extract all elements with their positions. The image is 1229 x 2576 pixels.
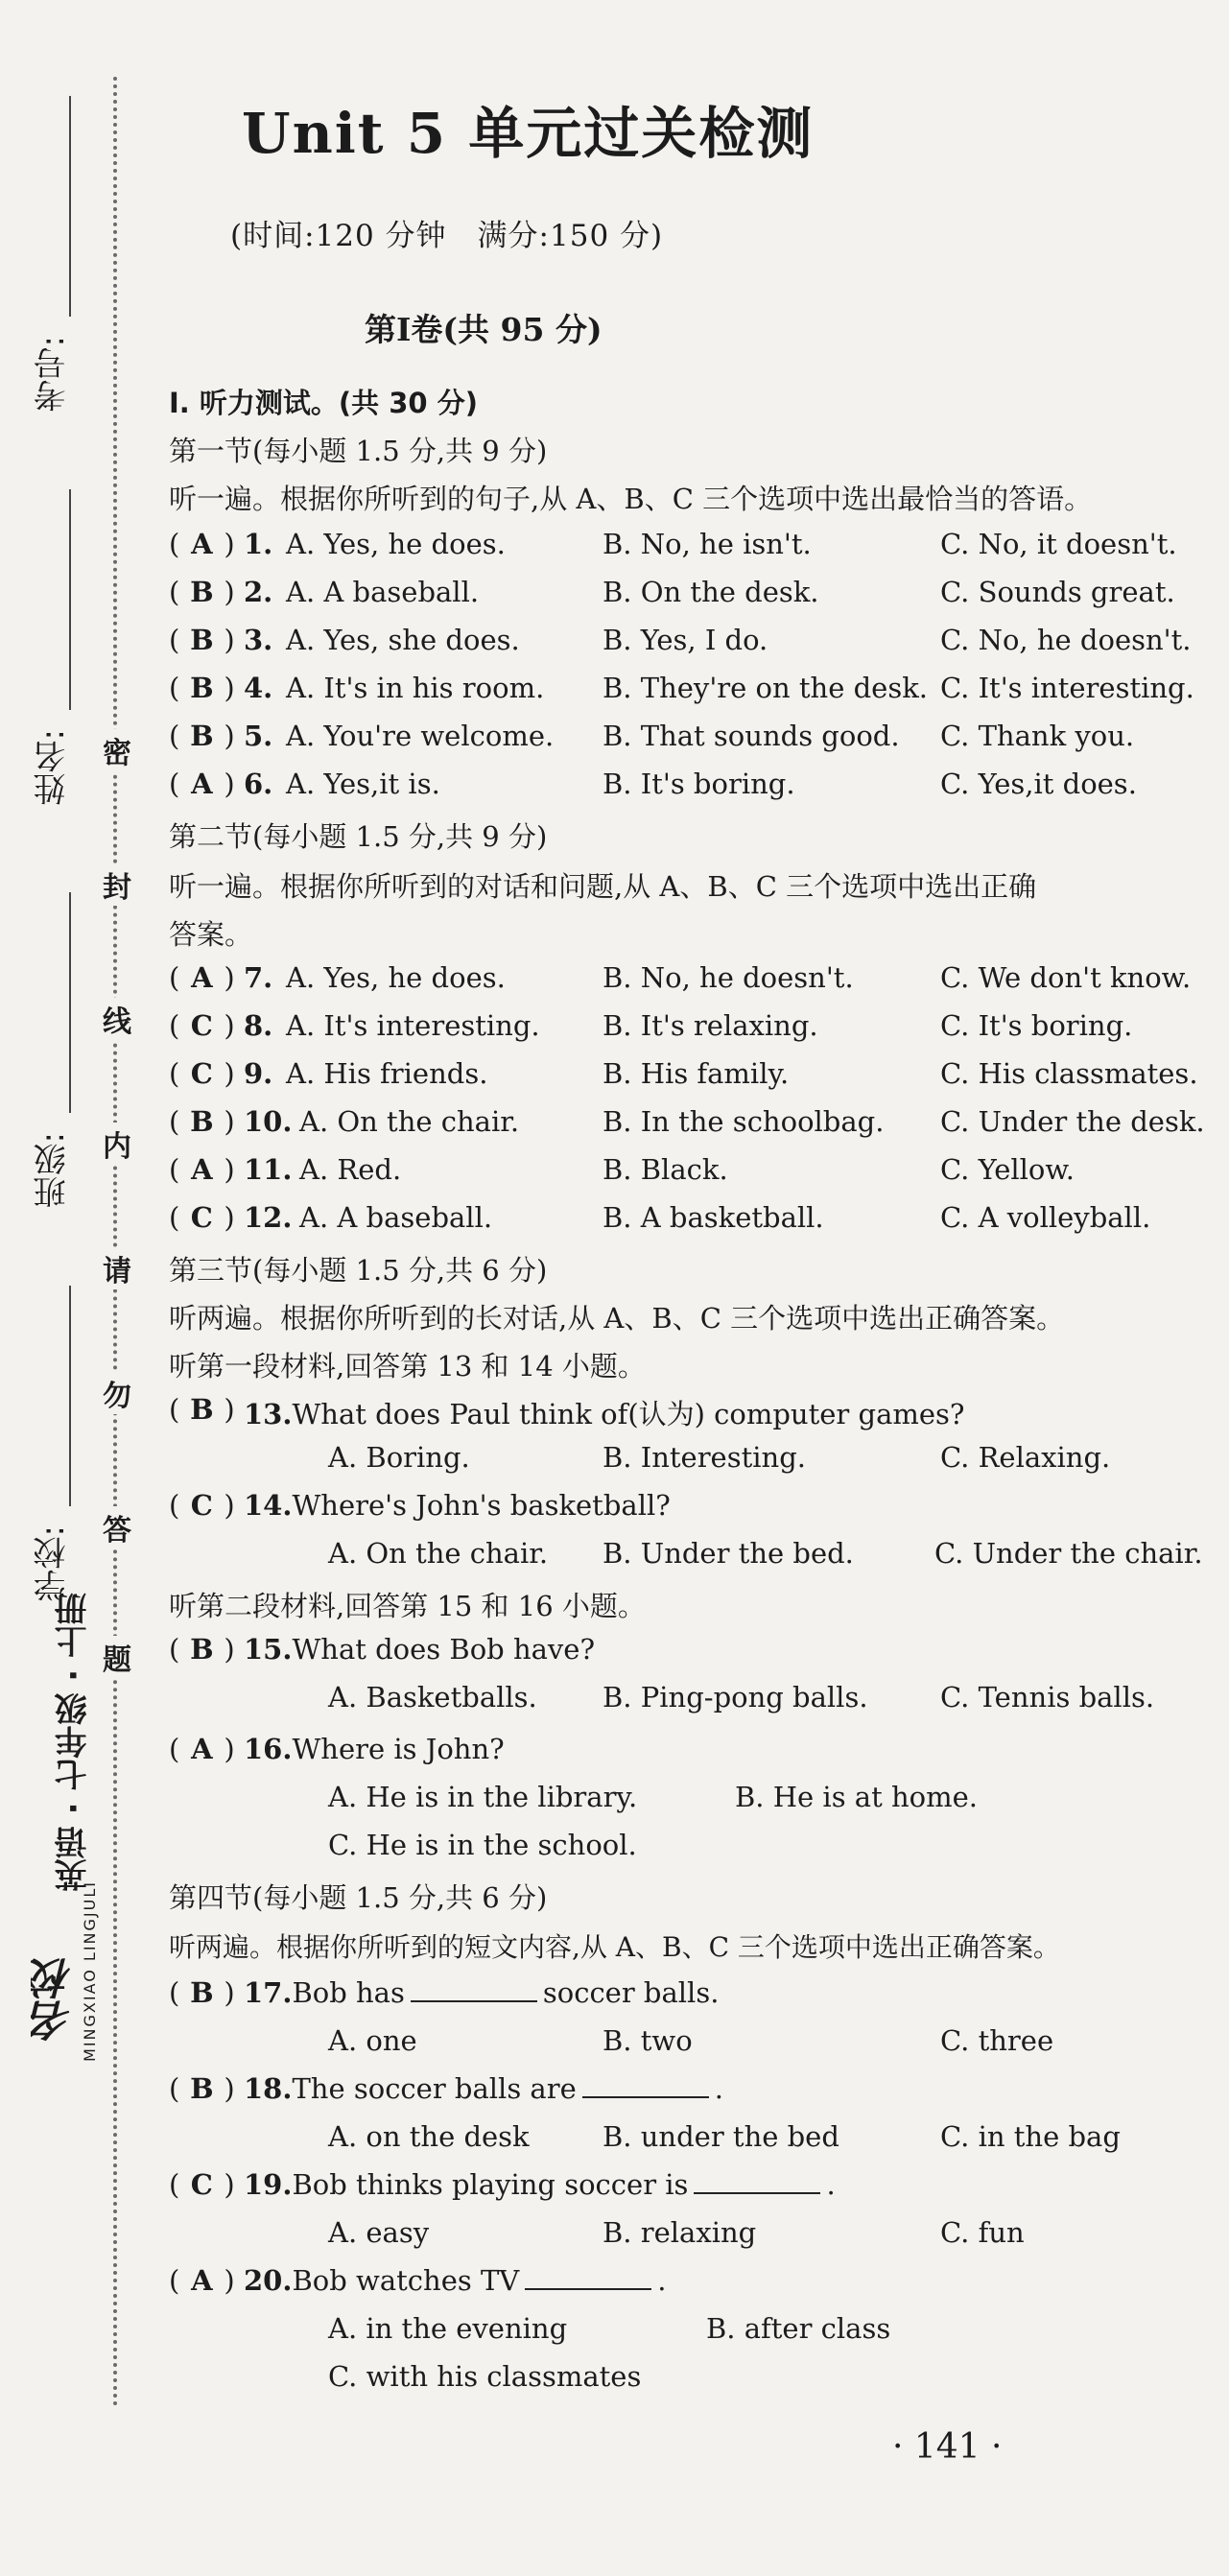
option-b: B. Yes, I do. — [603, 624, 768, 656]
answer-choice[interactable]: B — [190, 1976, 214, 2009]
option-a: A. in the evening — [328, 2312, 568, 2345]
question-number: 3. — [244, 624, 273, 656]
question-number: 1. — [244, 528, 273, 560]
exam-info: (时间:120 分钟 满分:150 分) — [230, 219, 664, 253]
option-c: C. It's interesting. — [940, 672, 1194, 704]
seal-char: 封 — [102, 863, 132, 906]
class-line — [69, 892, 71, 1113]
seal-dotted-line — [113, 77, 117, 2408]
question-number: 9. — [244, 1057, 273, 1090]
option-a: A. Yes, he does. — [286, 961, 506, 994]
question-stem: Where's John's basketball? — [292, 1489, 671, 1522]
answer-blank[interactable] — [694, 2171, 820, 2194]
question-number: 8. — [244, 1009, 273, 1042]
option-c: C. A volleyball. — [940, 1201, 1151, 1234]
question-stem-end: . — [714, 2072, 723, 2105]
option-a: A. It's interesting. — [286, 1009, 540, 1042]
option-b: B. That sounds good. — [603, 720, 900, 752]
binding-margin — [0, 0, 144, 2437]
question-stem: Where is John? — [292, 1733, 505, 1765]
question-number: 18. — [244, 2072, 293, 2105]
question-stem: Bob thinks playing soccer is — [292, 2168, 689, 2201]
answer-choice[interactable]: A — [191, 2264, 213, 2297]
answer-blank[interactable] — [411, 1979, 537, 2002]
subsection-title: 第三节(每小题 1.5 分,共 6 分) — [169, 1254, 548, 1287]
subsection-title: 第二节(每小题 1.5 分,共 9 分) — [169, 820, 548, 853]
option-a: A. A baseball. — [299, 1201, 493, 1234]
spine-branding — [21, 1593, 104, 2408]
question-stem-end: . — [657, 2264, 667, 2297]
seal-char: 题 — [102, 1636, 132, 1678]
option-a: A. one — [328, 2024, 417, 2057]
answer-choice[interactable]: C — [190, 1201, 213, 1234]
answer-choice[interactable]: A — [191, 961, 213, 994]
option-c: C. Sounds great. — [940, 576, 1175, 608]
option-a: A. His friends. — [286, 1057, 488, 1090]
answer-choice[interactable]: B — [190, 1633, 214, 1666]
answer-choice[interactable]: C — [190, 1057, 213, 1090]
option-b: B. It's relaxing. — [603, 1009, 818, 1042]
answer-choice[interactable]: B — [190, 1105, 214, 1138]
brand-text: MINGXIAO LINGJULI — [81, 1880, 99, 2062]
question-stem-end: . — [826, 2168, 836, 2201]
seal-char: 内 — [102, 1123, 132, 1165]
spine-subject: 英语 · 七年级 · 上册 — [55, 1593, 93, 1892]
answer-choice[interactable]: B — [190, 2072, 214, 2105]
option-a: A. Yes,it is. — [286, 768, 440, 800]
answer-blank[interactable] — [525, 2267, 651, 2290]
question-number: 14. — [244, 1489, 293, 1522]
material-note: 听第二段材料,回答第 15 和 16 小题。 — [169, 1590, 646, 1622]
option-b: B. after class — [706, 2312, 891, 2345]
question-stem: The soccer balls are — [292, 2072, 577, 2105]
school-line — [69, 1286, 71, 1506]
material-note: 听第一段材料,回答第 13 和 14 小题。 — [169, 1350, 646, 1383]
option-a: A. Boring. — [328, 1441, 470, 1474]
option-b: B. relaxing — [603, 2216, 757, 2249]
answer-choice[interactable]: C — [190, 2168, 213, 2201]
option-a: A. Basketballs. — [328, 1681, 537, 1713]
option-b: B. His family. — [603, 1057, 790, 1090]
option-c: C. We don't know. — [940, 961, 1192, 994]
exam-number-label: 考号: — [34, 336, 72, 413]
instructions: 听一遍。根据你所听到的对话和问题,从 A、B、C 三个选项中选出正确 — [169, 870, 1037, 903]
question-number: 17. — [244, 1976, 293, 2009]
option-b: B. He is at home. — [735, 1781, 978, 1813]
option-c: C. His classmates. — [940, 1057, 1198, 1090]
question-number: 2. — [244, 576, 273, 608]
option-c: C. No, it doesn't. — [940, 528, 1177, 560]
option-c: C. Yellow. — [940, 1153, 1075, 1186]
page-title: Unit 5 单元过关检测 — [242, 101, 815, 166]
question-number: 4. — [244, 672, 273, 704]
answer-choice[interactable]: A — [191, 768, 213, 800]
option-b: B. Ping-pong balls. — [603, 1681, 868, 1713]
question-number: 15. — [244, 1633, 293, 1666]
question-number: 12. — [244, 1201, 293, 1234]
option-c: C. fun — [940, 2216, 1025, 2249]
question-number: 10. — [244, 1105, 293, 1138]
seal-char: 答 — [102, 1506, 132, 1548]
option-b: B. two — [603, 2024, 693, 2057]
question-number: 5. — [244, 720, 273, 752]
option-c: C. Thank you. — [940, 720, 1135, 752]
option-c: C. Yes,it does. — [940, 768, 1137, 800]
answer-choice[interactable]: B — [190, 672, 214, 704]
option-b: B. No, he isn't. — [603, 528, 812, 560]
instructions: 听一遍。根据你所听到的句子,从 A、B、C 三个选项中选出最恰当的答语。 — [169, 483, 1093, 515]
question-number: 13. — [244, 1398, 293, 1430]
question-number: 11. — [244, 1153, 293, 1186]
option-c: C. Under the desk. — [940, 1105, 1205, 1138]
instructions: 听两遍。根据你所听到的短文内容,从 A、B、C 三个选项中选出正确答案。 — [169, 1931, 1060, 1963]
option-b: B. A basketball. — [603, 1201, 824, 1234]
option-a: A. Yes, she does. — [286, 624, 520, 656]
question-number: 6. — [244, 768, 273, 800]
option-b: B. It's boring. — [603, 768, 795, 800]
part-heading: Ⅰ. 听力测试。(共 30 分) — [169, 387, 478, 419]
subsection-title: 第四节(每小题 1.5 分,共 6 分) — [169, 1881, 548, 1914]
option-c: C. Tennis balls. — [940, 1681, 1155, 1713]
answer-choice[interactable]: A — [191, 1153, 213, 1186]
seal-char: 勿 — [102, 1372, 132, 1414]
exam-number-line — [69, 96, 71, 317]
option-a: A. A baseball. — [286, 576, 480, 608]
question-stem: Bob has — [292, 1976, 405, 2009]
option-a: A. Red. — [299, 1153, 402, 1186]
option-c: C. with his classmates — [328, 2360, 642, 2393]
option-c: C. He is in the school. — [328, 1829, 637, 1861]
option-b: B. They're on the desk. — [603, 672, 928, 704]
answer-choice[interactable]: A — [191, 1733, 213, 1765]
name-label: 姓名: — [34, 729, 72, 806]
class-label: 班级: — [34, 1132, 72, 1209]
option-b: B. Interesting. — [603, 1441, 806, 1474]
option-b: B. Black. — [603, 1153, 728, 1186]
option-c: C. No, he doesn't. — [940, 624, 1192, 656]
option-a: A. You're welcome. — [286, 720, 555, 752]
option-b: B. In the schoolbag. — [603, 1105, 885, 1138]
option-b: B. On the desk. — [603, 576, 819, 608]
seal-char: 请 — [102, 1247, 132, 1289]
option-c: C. Relaxing. — [940, 1441, 1111, 1474]
answer-blank[interactable] — [582, 2075, 709, 2098]
option-a: A. It's in his room. — [286, 672, 545, 704]
question-number: 7. — [244, 961, 273, 994]
brand-logo: 名校 — [31, 1957, 80, 2042]
question-number: 19. — [244, 2168, 293, 2201]
seal-char: 线 — [102, 998, 132, 1040]
school-label: 学校: — [34, 1525, 72, 1602]
option-a: A. On the chair. — [299, 1105, 520, 1138]
option-a: A. easy — [328, 2216, 430, 2249]
answer-choice[interactable]: A — [191, 528, 213, 560]
name-line — [69, 489, 71, 710]
option-c: C. It's boring. — [940, 1009, 1133, 1042]
answer-choice[interactable]: C — [190, 1009, 213, 1042]
option-c: C. three — [940, 2024, 1054, 2057]
instructions: 听两遍。根据你所听到的长对话,从 A、B、C 三个选项中选出正确答案。 — [169, 1302, 1065, 1335]
option-c: C. Under the chair. — [934, 1537, 1203, 1570]
question-number: 16. — [244, 1733, 293, 1765]
option-a: A. He is in the library. — [328, 1781, 638, 1813]
answer-choice[interactable]: C — [190, 1489, 213, 1522]
option-b: B. No, he doesn't. — [603, 961, 854, 994]
option-a: A. On the chair. — [328, 1537, 549, 1570]
question-stem-end: soccer balls. — [542, 1976, 720, 2009]
answer-choice[interactable]: B — [190, 624, 214, 656]
option-a: A. Yes, he does. — [286, 528, 506, 560]
question-stem: What does Bob have? — [292, 1633, 595, 1666]
instructions: 答案。 — [169, 918, 253, 951]
answer-choice[interactable]: B — [190, 576, 214, 608]
section-heading: 第Ⅰ卷(共 95 分) — [365, 311, 603, 348]
subsection-title: 第一节(每小题 1.5 分,共 9 分) — [169, 435, 548, 467]
question-stem: What does Paul think of(认为) computer games? — [292, 1398, 965, 1430]
seal-char: 密 — [102, 729, 132, 771]
option-c: C. in the bag — [940, 2120, 1121, 2153]
answer-choice[interactable]: B — [190, 720, 214, 752]
option-a: A. on the desk — [328, 2120, 530, 2153]
question-number: 20. — [244, 2264, 293, 2297]
answer-choice[interactable]: B — [190, 1393, 214, 1426]
question-stem: Bob watches TV — [292, 2264, 520, 2297]
option-b: B. Under the bed. — [603, 1537, 854, 1570]
page-number: · 141 · — [892, 2427, 1003, 2467]
option-b: B. under the bed — [603, 2120, 839, 2153]
